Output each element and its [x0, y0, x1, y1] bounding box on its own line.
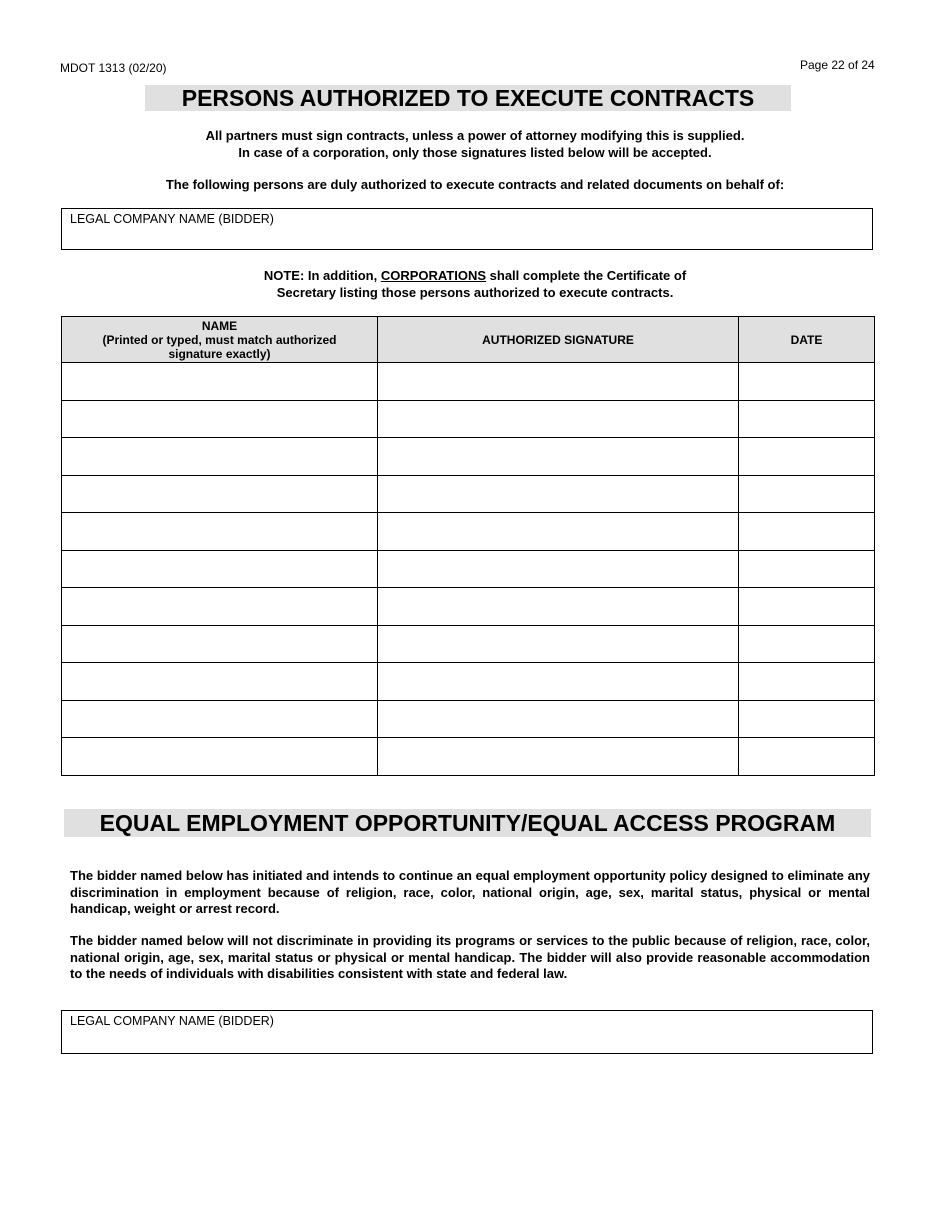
table-row — [62, 738, 875, 776]
date-cell[interactable] — [739, 438, 875, 476]
page-number: Page 22 of 24 — [800, 58, 875, 72]
name-cell[interactable] — [62, 513, 378, 551]
signature-cell[interactable] — [378, 513, 739, 551]
date-cell[interactable] — [739, 400, 875, 438]
section-title-eeo: EQUAL EMPLOYMENT OPPORTUNITY/EQUAL ACCESS PROGRAM — [64, 809, 871, 837]
note-prefix: NOTE: In addition, — [263, 268, 381, 283]
table-row — [62, 625, 875, 663]
signature-cell[interactable] — [378, 400, 739, 438]
name-cell[interactable] — [62, 363, 378, 401]
authorized-persons-table — [61, 316, 875, 776]
company-name-field[interactable] — [61, 208, 873, 250]
table-row — [62, 588, 875, 626]
date-cell[interactable] — [739, 513, 875, 551]
name-cell[interactable] — [62, 400, 378, 438]
table-row — [62, 363, 875, 401]
intro-behalf-text: The following persons are duly authorized to execute contracts and related documents on behalf of: — [165, 177, 785, 192]
name-cell[interactable] — [62, 475, 378, 513]
form-code: MDOT 1313 (02/20) — [60, 61, 167, 75]
date-cell[interactable] — [739, 700, 875, 738]
signature-cell[interactable] — [378, 363, 739, 401]
section-title-authorized-persons: PERSONS AUTHORIZED TO EXECUTE CONTRACTS — [145, 85, 791, 111]
signature-cell[interactable] — [378, 550, 739, 588]
date-cell[interactable] — [739, 588, 875, 626]
table-row — [62, 438, 875, 476]
table-row — [62, 475, 875, 513]
column-header-date: DATE — [739, 317, 875, 363]
date-cell[interactable] — [739, 550, 875, 588]
name-cell[interactable] — [62, 625, 378, 663]
date-cell[interactable] — [739, 663, 875, 701]
company-name-field-eeo[interactable] — [61, 1010, 873, 1054]
note-suffix: shall complete the Certificate of — [486, 268, 687, 283]
eeo-policy-paragraph: The bidder named below has initiated and intends to continue an equal employment opportunity policy designed to eliminate any discrimination in employment because of religion, race, color, national origin, age, sex, marital status, physical or mental handicap, weight or arrest record. — [70, 868, 870, 916]
name-cell[interactable] — [62, 588, 378, 626]
signature-cell[interactable] — [378, 663, 739, 701]
name-cell[interactable] — [62, 550, 378, 588]
signature-cell[interactable] — [378, 700, 739, 738]
signature-cell[interactable] — [378, 738, 739, 776]
table-row — [62, 700, 875, 738]
corporations-note — [200, 267, 750, 301]
date-cell[interactable] — [739, 363, 875, 401]
table-header-row — [62, 317, 875, 363]
name-cell[interactable] — [62, 700, 378, 738]
eeo-access-paragraph: The bidder named below will not discriminate in providing its programs or services to the public because of religion, race, color, national origin, age, sex, marital status or physical or mental handicap. The bidder will also provide reasonable accommodation to the needs of individuals with disabilities consistent with state and federal law. — [70, 933, 870, 981]
intro-partners-text: All partners must sign contracts, unless a power of attorney modifying this is supplied. — [205, 128, 745, 143]
company-name-label: LEGAL COMPANY NAME (BIDDER) — [70, 212, 274, 226]
signature-cell[interactable] — [378, 475, 739, 513]
table-row — [62, 513, 875, 551]
column-header-name: NAME (Printed or typed, must match authorized signature exactly) — [62, 317, 378, 363]
table-row — [62, 663, 875, 701]
company-name-label-eeo: LEGAL COMPANY NAME (BIDDER) — [70, 1014, 274, 1028]
date-cell[interactable] — [739, 475, 875, 513]
note-corporations: CORPORATIONS — [380, 268, 487, 283]
name-cell[interactable] — [62, 738, 378, 776]
name-cell[interactable] — [62, 438, 378, 476]
date-cell[interactable] — [739, 738, 875, 776]
table-row — [62, 550, 875, 588]
intro-corporation-text: In case of a corporation, only those signatures listed below will be accepted. — [238, 145, 712, 160]
table-row — [62, 400, 875, 438]
signature-cell[interactable] — [378, 438, 739, 476]
signature-cell[interactable] — [378, 588, 739, 626]
note-line2: Secretary listing those persons authorized to execute contracts. — [276, 285, 674, 300]
date-cell[interactable] — [739, 625, 875, 663]
column-header-signature: AUTHORIZED SIGNATURE — [378, 317, 739, 363]
name-cell[interactable] — [62, 663, 378, 701]
signature-cell[interactable] — [378, 625, 739, 663]
